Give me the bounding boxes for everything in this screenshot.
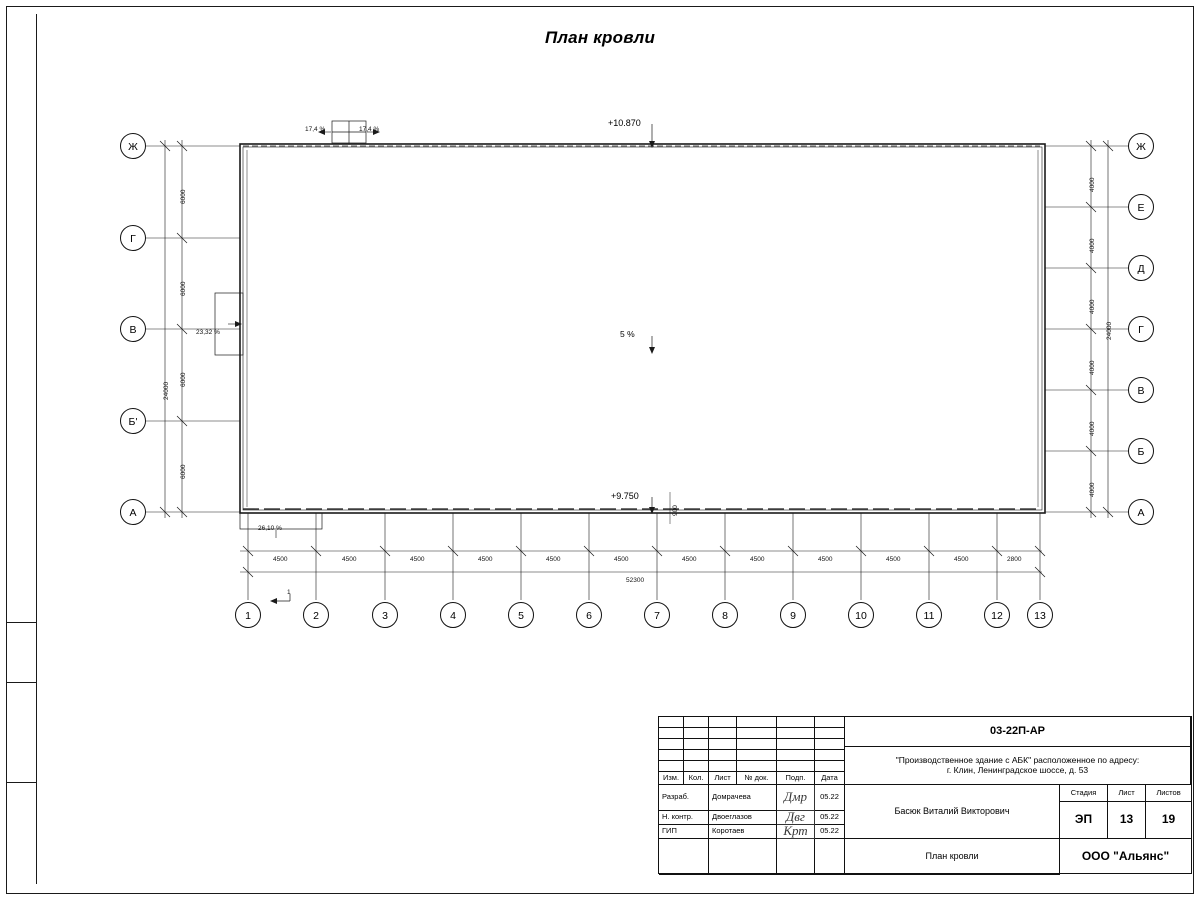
company-name: ООО "Альянс" <box>1081 849 1170 864</box>
rev-cell-r1c5 <box>815 728 845 739</box>
axis-bubble-left-3: Б' <box>120 408 146 434</box>
object-name <box>845 747 1191 785</box>
stamp-date-1: 05.22 <box>815 811 845 825</box>
stamp-signature-1: Двг <box>777 811 815 825</box>
rev-cell-r4c4 <box>777 761 815 772</box>
stamp-col-header-1: Кол. <box>684 772 709 785</box>
stamp-date-blank <box>815 839 845 875</box>
axis-bubble-bottom-0: 1 <box>235 602 261 628</box>
axis-bubble-right-2: Д <box>1128 255 1154 281</box>
vertical-small-dim-label: 900 <box>672 505 679 516</box>
rev-cell-r3c3 <box>737 750 777 761</box>
rev-cell-r0c2 <box>709 717 737 728</box>
chief-designer: Басюк Виталий Викторович <box>845 785 1060 839</box>
stamp-role-2: ГИП <box>659 825 709 839</box>
stamp-col-header-4: Подп. <box>777 772 815 785</box>
bottom-dim-3: 4500 <box>478 556 493 563</box>
slope-left-1-label: 17,4 % <box>305 126 326 133</box>
slope-bottom-label: 26,10 % <box>258 525 282 532</box>
axis-bubble-bottom-6: 7 <box>644 602 670 628</box>
axis-bubble-left-2: В <box>120 316 146 342</box>
axis-bubble-right-4: В <box>1128 377 1154 403</box>
bottom-dim-8: 4500 <box>818 556 833 563</box>
axis-bubble-right-0: Ж <box>1128 133 1154 159</box>
bottom-dim-5: 4500 <box>614 556 629 563</box>
rev-cell-r2c1 <box>684 739 709 750</box>
bottom-dim-0: 4500 <box>273 556 288 563</box>
stage-label: Стадия <box>1060 785 1108 802</box>
left-dim-1: 6000 <box>180 281 187 296</box>
rev-cell-r4c1 <box>684 761 709 772</box>
rev-cell-r1c4 <box>777 728 815 739</box>
stamp-role-0: Разраб. <box>659 785 709 811</box>
rev-cell-r0c0 <box>659 717 684 728</box>
stamp-name-blank <box>709 839 777 875</box>
sheets-label: Листов <box>1146 785 1191 802</box>
axis-bubble-bottom-8: 9 <box>780 602 806 628</box>
rev-cell-r4c2 <box>709 761 737 772</box>
rev-cell-r1c3 <box>737 728 777 739</box>
axis-bubble-bottom-10: 11 <box>916 602 942 628</box>
stamp-date-2: 05.22 <box>815 825 845 839</box>
sheet-name: План кровли <box>845 839 1060 875</box>
bottom-dim-1: 4500 <box>342 556 357 563</box>
stamp-role-1: Н. контр. <box>659 811 709 825</box>
object-name-line1: "Производственное здание с АБК" расположенное по адресу: <box>895 754 1140 765</box>
stamp-signature-blank <box>777 839 815 875</box>
rev-cell-r2c5 <box>815 739 845 750</box>
sheet-label: Лист <box>1108 785 1146 802</box>
stamp-col-header-2: Лист <box>709 772 737 785</box>
stamp-name-0: Домрачева <box>709 785 777 811</box>
rev-cell-r0c3 <box>737 717 777 728</box>
rev-cell-r0c5 <box>815 717 845 728</box>
stamp-col-header-3: № док. <box>737 772 777 785</box>
axis-bubble-right-3: Г <box>1128 316 1154 342</box>
axis-bubble-right-1: Е <box>1128 194 1154 220</box>
bottom-dim-4: 4500 <box>546 556 561 563</box>
stamp-role-blank <box>659 839 709 875</box>
slope-center-label: 5 % <box>620 329 635 339</box>
bottom-dim-7: 4500 <box>750 556 765 563</box>
right-dim-5: 4000 <box>1089 482 1096 497</box>
stamp-col-header-0: Изм. <box>659 772 684 785</box>
axis-bubble-bottom-12: 13 <box>1027 602 1053 628</box>
axis-bubble-left-0: Ж <box>120 133 146 159</box>
axis-bubble-bottom-4: 5 <box>508 602 534 628</box>
rev-cell-r3c1 <box>684 750 709 761</box>
rev-cell-r2c3 <box>737 739 777 750</box>
rev-cell-r2c2 <box>709 739 737 750</box>
stamp-name-2: Коротаев <box>709 825 777 839</box>
left-dim-3: 6000 <box>180 464 187 479</box>
bottom-dim-10: 4500 <box>954 556 969 563</box>
stamp-col-header-5: Дата <box>815 772 845 785</box>
rev-cell-r3c4 <box>777 750 815 761</box>
rev-cell-r1c0 <box>659 728 684 739</box>
detail-mark-label: 1 <box>287 589 291 596</box>
rev-cell-r3c5 <box>815 750 845 761</box>
axis-bubble-bottom-9: 10 <box>848 602 874 628</box>
right-dim-3: 4000 <box>1089 360 1096 375</box>
axis-bubble-bottom-5: 6 <box>576 602 602 628</box>
rev-cell-r2c4 <box>777 739 815 750</box>
bottom-dim-2: 4500 <box>410 556 425 563</box>
left-dim-0: 6000 <box>180 189 187 204</box>
left-dim-2: 6000 <box>180 372 187 387</box>
stamp-name-1: Двоеглазов <box>709 811 777 825</box>
stamp-date-0: 05.22 <box>815 785 845 811</box>
elevation-bottom-label: +9.750 <box>611 491 639 501</box>
left-total-dim: 24000 <box>163 381 170 400</box>
rev-cell-r2c0 <box>659 739 684 750</box>
rev-cell-r4c0 <box>659 761 684 772</box>
rev-cell-r3c0 <box>659 750 684 761</box>
project-code: 03-22П-АР <box>845 717 1191 747</box>
sheet-value: 13 <box>1108 802 1146 839</box>
axis-bubble-bottom-11: 12 <box>984 602 1010 628</box>
bottom-dim-11: 2800 <box>1007 556 1022 563</box>
right-total-dim: 24000 <box>1106 321 1113 340</box>
rev-cell-r3c2 <box>709 750 737 761</box>
slope-side-label: 23,32 % <box>196 329 220 336</box>
rev-cell-r4c5 <box>815 761 845 772</box>
rev-cell-r1c2 <box>709 728 737 739</box>
axis-bubble-bottom-7: 8 <box>712 602 738 628</box>
axis-bubble-right-5: Б <box>1128 438 1154 464</box>
title-block <box>658 716 1192 874</box>
sheets-value: 19 <box>1146 802 1191 839</box>
right-dim-0: 4000 <box>1089 177 1096 192</box>
bottom-dim-6: 4500 <box>682 556 697 563</box>
rev-cell-r4c3 <box>737 761 777 772</box>
axis-bubble-left-1: Г <box>120 225 146 251</box>
rev-cell-r1c1 <box>684 728 709 739</box>
right-dim-2: 4000 <box>1089 299 1096 314</box>
right-dim-1: 4000 <box>1089 238 1096 253</box>
rev-cell-r0c4 <box>777 717 815 728</box>
axis-bubble-bottom-2: 3 <box>372 602 398 628</box>
elevation-top-label: +10.870 <box>608 118 641 128</box>
axis-bubble-right-6: А <box>1128 499 1154 525</box>
page-title: План кровли <box>544 28 656 47</box>
stage-value: ЭП <box>1060 802 1108 839</box>
stamp-signature-2: Крт <box>777 825 815 839</box>
object-name-line2: г. Клин, Ленинградское шоссе, д. 53 <box>946 764 1089 775</box>
axis-bubble-bottom-3: 4 <box>440 602 466 628</box>
slope-left-2-label: 17,4 % <box>359 126 380 133</box>
axis-bubble-bottom-1: 2 <box>303 602 329 628</box>
stamp-signature-0: Дмр <box>777 785 815 811</box>
right-dim-4: 4000 <box>1089 421 1096 436</box>
bottom-dim-9: 4500 <box>886 556 901 563</box>
axis-bubble-left-4: А <box>120 499 146 525</box>
bottom-total-dim: 52300 <box>626 577 645 584</box>
rev-cell-r0c1 <box>684 717 709 728</box>
